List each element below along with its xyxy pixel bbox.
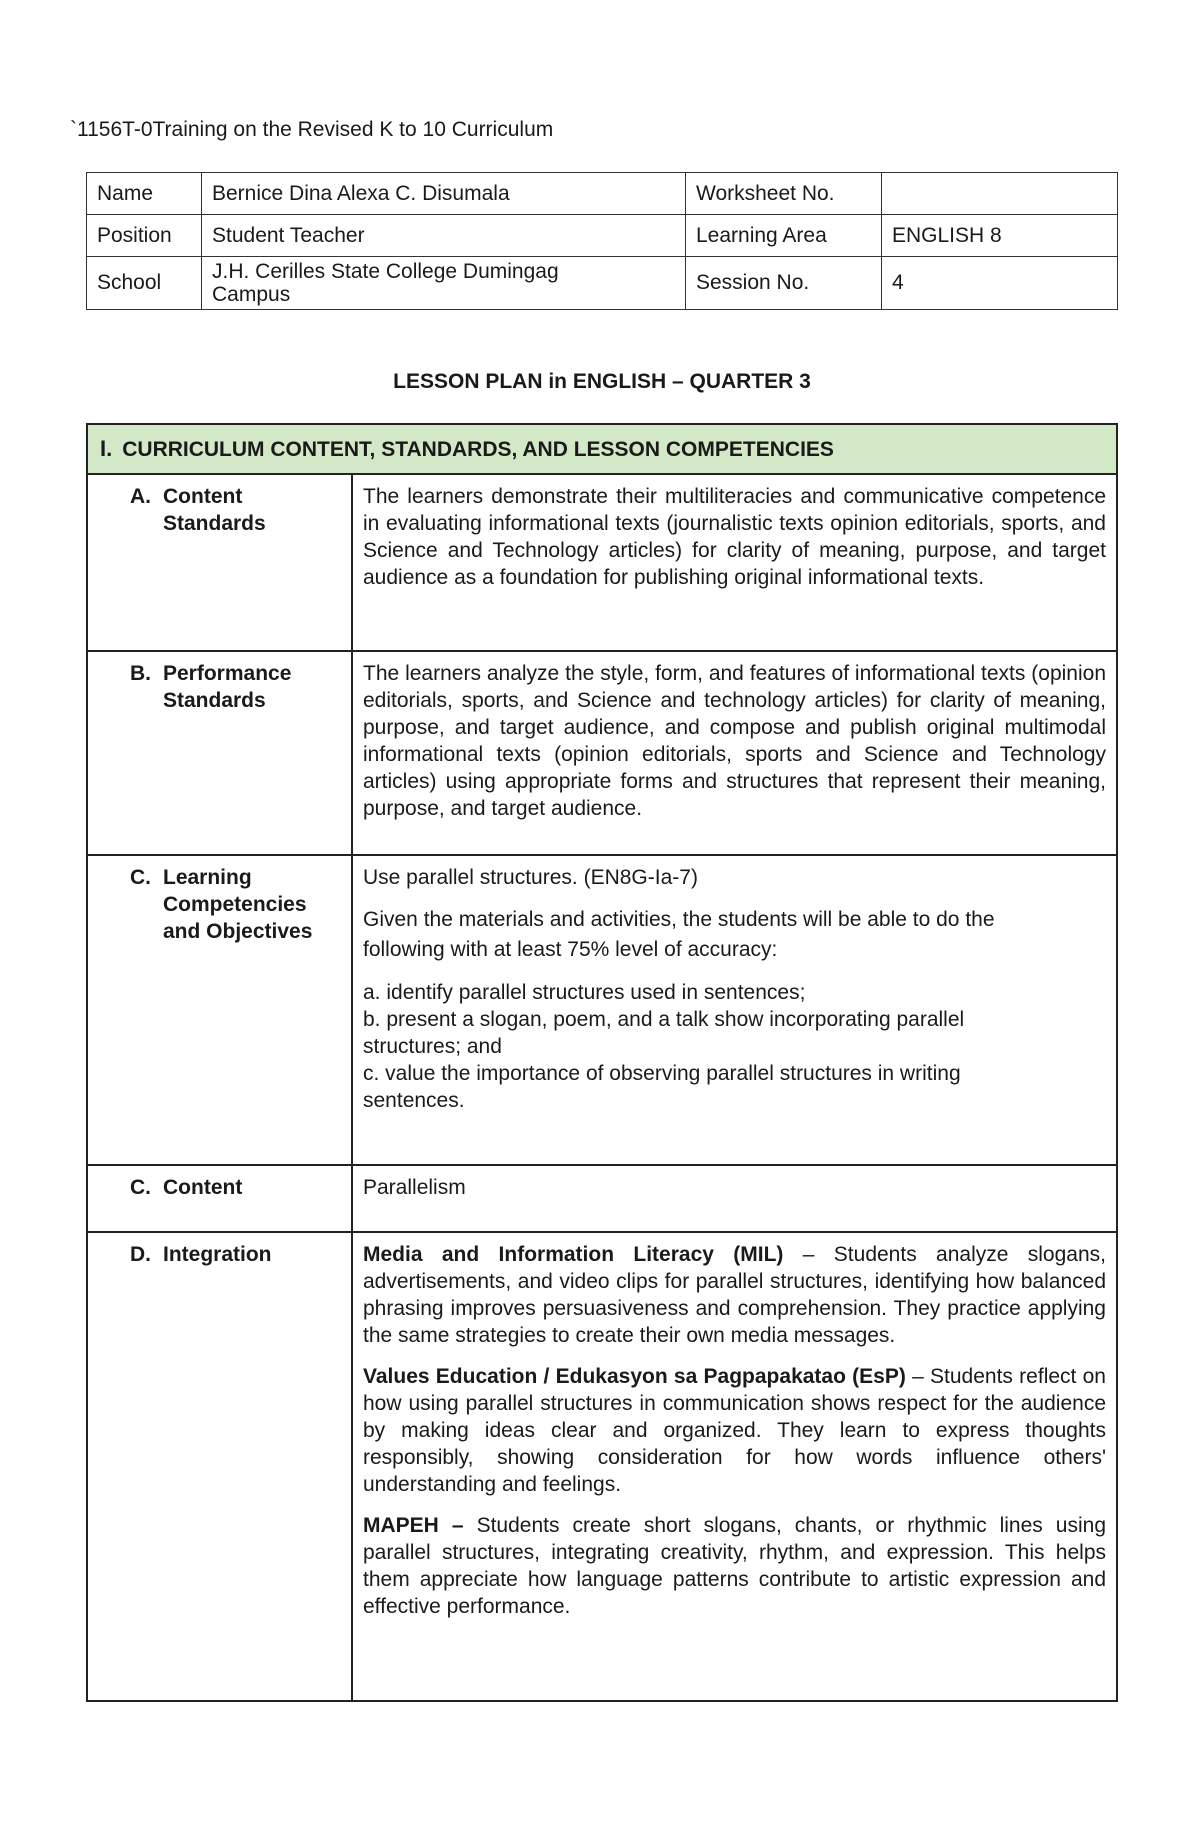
objective-c: c. value the importance of observing parallel structures in writing	[363, 1062, 961, 1085]
school-value	[202, 257, 686, 310]
mapeh-paragraph	[363, 1512, 1106, 1620]
learning-area-value: ENGLISH 8	[882, 215, 1118, 257]
label-line: Integration	[163, 1243, 272, 1266]
teacher-info-table	[86, 172, 1118, 310]
position-label: Position	[87, 215, 202, 257]
school-value-line2: Campus	[212, 283, 291, 306]
esp-paragraph	[363, 1363, 1106, 1498]
intro-line: Given the materials and activities, the students will be able to do the	[363, 908, 995, 931]
table-row	[87, 215, 1118, 257]
mapeh-heading: MAPEH –	[363, 1514, 464, 1537]
label-line: and Objectives	[163, 920, 313, 943]
objective-b-cont: structures; and	[363, 1035, 502, 1058]
worksheet-label: Worksheet No.	[686, 173, 882, 215]
lesson-plan-table	[86, 423, 1118, 1702]
learning-competencies-label	[87, 855, 352, 1165]
performance-standards-label	[87, 651, 352, 855]
worksheet-value	[882, 173, 1118, 215]
esp-heading: Values Education / Edukasyon sa Pagpapakatao (EsP)	[363, 1365, 906, 1388]
label-line: Content	[163, 485, 243, 508]
intro-line: following with at least 75% level of accuracy:	[363, 938, 778, 961]
mil-body: – Students analyze slogans, advertisements, and video clips for parallel structures, identifying how balanced phrasing improves persuasiveness and comprehension. They practice applying the same strategies to create their own media messages.	[363, 1243, 1106, 1347]
label-line: Standards	[163, 689, 266, 712]
objective-a: a. identify parallel structures used in sentences;	[363, 981, 806, 1004]
section-header-row	[87, 424, 1117, 474]
section-number: I.	[100, 436, 113, 461]
table-row	[87, 173, 1118, 215]
section-title: CURRICULUM CONTENT, STANDARDS, AND LESSON COMPETENCIES	[122, 438, 834, 461]
training-title: `1156T-0Training on the Revised K to 10 Curriculum	[70, 118, 554, 141]
performance-standards-text: The learners analyze the style, form, and features of informational texts (opinion editorials, sports, and Science and technology articles) for clarity of meaning, purpose, and target audience, and compose and publish original multimodal informational texts (opinion editorials, sports and Science and Technology articles) using appropriate forms and structures that represent their meaning, purpose, and target audience.	[352, 651, 1117, 855]
learning-competencies-row	[87, 855, 1117, 1165]
label-line: Content	[163, 1176, 243, 1199]
row-letter: A.	[130, 485, 151, 508]
learning-competencies-text	[352, 855, 1117, 1165]
lesson-plan-title: LESSON PLAN in ENGLISH – QUARTER 3	[393, 370, 811, 393]
content-standards-text: The learners demonstrate their multiliteracies and communicative competence in evaluating informational texts (journalistic texts opinion editorials, sports, and Science and Technology articles) for clarity of meaning, purpose, and target audience as a foundation for publishing original informational texts.	[352, 474, 1117, 651]
label-line: Standards	[163, 512, 266, 535]
objectives-intro	[363, 905, 1106, 965]
table-row	[87, 257, 1118, 310]
learning-area-label: Learning Area	[686, 215, 882, 257]
name-value: Bernice Dina Alexa C. Disumala	[202, 173, 686, 215]
content-standards-label	[87, 474, 352, 651]
row-letter: D.	[130, 1243, 151, 1266]
mil-paragraph	[363, 1241, 1106, 1349]
label-line: Competencies	[163, 893, 307, 916]
position-value: Student Teacher	[202, 215, 686, 257]
objective-c-cont: sentences.	[363, 1089, 465, 1112]
school-label: School	[87, 257, 202, 310]
integration-label	[87, 1232, 352, 1701]
objective-b: b. present a slogan, poem, and a talk show incorporating parallel	[363, 1008, 965, 1031]
content-standards-row	[87, 474, 1117, 651]
row-letter: C.	[130, 866, 151, 889]
integration-row	[87, 1232, 1117, 1701]
content-text: Parallelism	[352, 1165, 1117, 1232]
label-line: Performance	[163, 662, 292, 685]
integration-text	[352, 1232, 1117, 1701]
session-value: 4	[882, 257, 1118, 310]
competency-code: Use parallel structures. (EN8G-Ia-7)	[363, 866, 698, 889]
row-letter: B.	[130, 662, 151, 685]
content-row	[87, 1165, 1117, 1232]
mil-heading: Media and Information Literacy (MIL)	[363, 1243, 784, 1266]
school-value-line1: J.H. Cerilles State College Dumingag	[212, 259, 559, 283]
name-label: Name	[87, 173, 202, 215]
mapeh-body: Students create short slogans, chants, or rhythmic lines using parallel structures, integrating creativity, rhythm, and expression. This helps them appreciate how language patterns contribute to artistic expression and effective performance.	[363, 1514, 1106, 1618]
label-line: Learning	[163, 866, 252, 889]
content-label	[87, 1165, 352, 1232]
performance-standards-row	[87, 651, 1117, 855]
section-header	[87, 424, 1117, 474]
objectives-list	[363, 979, 1106, 1114]
session-label: Session No.	[686, 257, 882, 310]
row-letter: C.	[130, 1176, 151, 1199]
esp-body: – Students reflect on how using parallel structures in communication shows respect for the audience by making ideas clear and organized. They learn to express thoughts responsibly, showing consideration for how words influence others' understanding and feelings.	[363, 1365, 1106, 1496]
